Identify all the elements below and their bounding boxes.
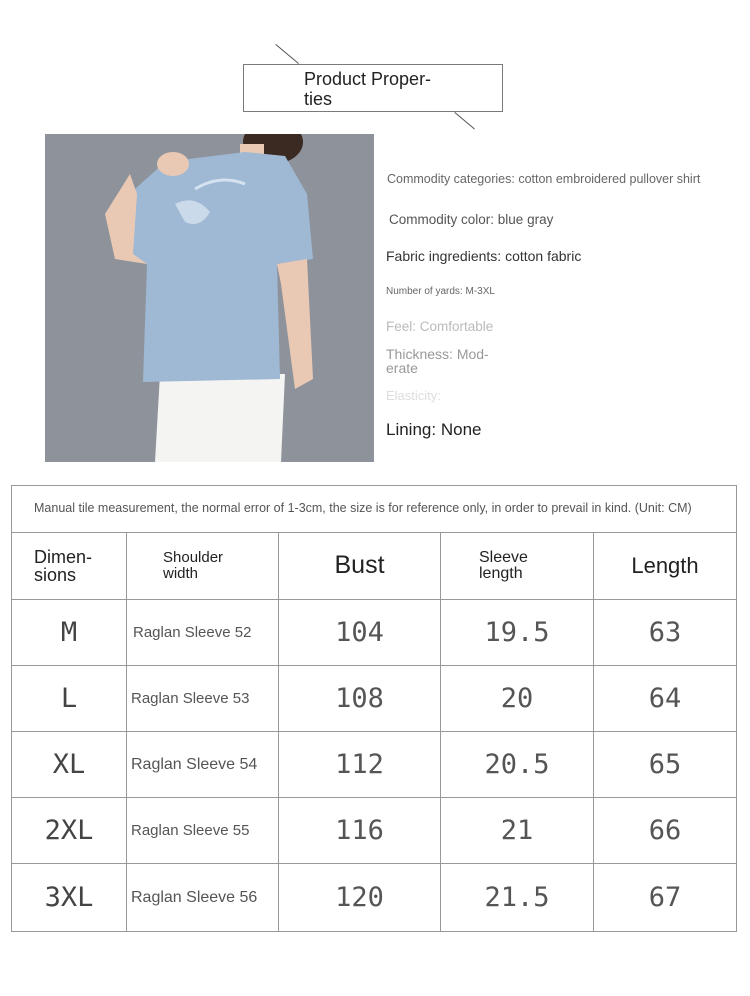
sleeve-value: 21 xyxy=(500,815,534,846)
header-label: Length xyxy=(631,552,699,578)
property-value: cotton fabric xyxy=(505,248,582,264)
header-label: Bust xyxy=(334,551,385,579)
shoulder-value: Raglan Sleeve 53 xyxy=(131,690,250,707)
header-label: Sleeve length xyxy=(479,548,528,582)
header-dimensions xyxy=(12,532,127,600)
row-l-sleeve xyxy=(441,666,594,732)
header-sleeve-length xyxy=(441,532,594,600)
row-xl-sleeve xyxy=(441,732,594,798)
property-label: Commodity color: xyxy=(389,212,495,227)
header-bust xyxy=(279,532,441,600)
property-value: M-3XL xyxy=(465,286,495,297)
row-3xl-size xyxy=(12,864,127,931)
property-label: Elasticity: xyxy=(386,388,441,403)
property-commodity-categories xyxy=(387,172,707,187)
row-l-length xyxy=(594,666,736,732)
size-value: XL xyxy=(52,749,86,780)
row-m-shoulder xyxy=(127,600,279,666)
header-label: Shoulder width xyxy=(163,548,224,582)
bust-value: 108 xyxy=(335,683,384,714)
banner-decor-line-bottom xyxy=(454,112,475,129)
property-label: Fabric ingredients: xyxy=(386,248,502,264)
table-note: Manual tile measurement, the normal error of 1-3cm, the size is for reference only, in order to prevail in kind. (Unit: CM) xyxy=(34,501,692,515)
row-2xl-length xyxy=(594,798,736,864)
property-label: Lining: xyxy=(386,420,437,439)
row-xl-size xyxy=(12,732,127,798)
length-value: 63 xyxy=(648,617,682,648)
row-xl-bust xyxy=(279,732,441,798)
property-fabric-ingredients xyxy=(386,248,581,264)
size-value: 2XL xyxy=(44,815,94,846)
size-table xyxy=(11,485,737,932)
bust-value: 112 xyxy=(335,749,384,780)
shoulder-value: Raglan Sleeve 55 xyxy=(131,822,250,839)
property-value: blue gray xyxy=(497,212,554,227)
title-banner xyxy=(243,64,503,112)
header-label: Dimen-sions xyxy=(34,546,93,585)
length-value: 65 xyxy=(648,749,682,780)
row-m-size xyxy=(12,600,127,666)
size-value: M xyxy=(60,617,78,648)
property-lining xyxy=(386,420,481,440)
property-label: Thickness: xyxy=(386,346,453,362)
property-number-of-yards xyxy=(386,286,495,297)
bust-value: 104 xyxy=(335,617,384,648)
product-photo xyxy=(45,134,374,462)
sleeve-value: 20 xyxy=(500,683,534,714)
property-elasticity xyxy=(386,388,441,403)
row-xl-shoulder xyxy=(127,732,279,798)
shoulder-value: Raglan Sleeve 54 xyxy=(131,755,258,773)
header-shoulder-width xyxy=(127,532,279,600)
row-3xl-length xyxy=(594,864,736,931)
sleeve-value: 21.5 xyxy=(484,882,550,913)
row-3xl-sleeve xyxy=(441,864,594,931)
row-3xl-shoulder xyxy=(127,864,279,931)
property-value: Comfortable xyxy=(419,319,494,334)
property-value: None xyxy=(440,420,482,439)
property-value: cotton embroidered pullover shirt xyxy=(518,172,701,186)
row-2xl-sleeve xyxy=(441,798,594,864)
sleeve-value: 20.5 xyxy=(484,749,550,780)
shoulder-value: Raglan Sleeve 56 xyxy=(131,888,258,906)
property-value: Mod-erate xyxy=(386,346,489,376)
size-value: 3XL xyxy=(44,882,94,913)
length-value: 67 xyxy=(648,882,682,913)
length-value: 66 xyxy=(648,815,682,846)
shoulder-value: Raglan Sleeve 52 xyxy=(133,624,252,641)
bust-value: 116 xyxy=(335,815,384,846)
row-2xl-shoulder xyxy=(127,798,279,864)
row-l-bust xyxy=(279,666,441,732)
row-2xl-bust xyxy=(279,798,441,864)
sleeve-value: 19.5 xyxy=(484,617,550,648)
row-3xl-bust xyxy=(279,864,441,931)
row-l-size xyxy=(12,666,127,732)
row-m-length xyxy=(594,600,736,666)
row-m-sleeve xyxy=(441,600,594,666)
header-length xyxy=(594,532,736,600)
banner-decor-line-top xyxy=(275,44,299,64)
property-thickness xyxy=(386,347,516,375)
page-title: Product Proper-ties xyxy=(304,69,432,109)
property-feel xyxy=(386,319,493,334)
size-value: L xyxy=(60,683,78,714)
property-label: Feel: xyxy=(386,319,417,334)
length-value: 64 xyxy=(648,683,682,714)
property-label: Number of yards: xyxy=(386,286,463,297)
property-label: Commodity categories: xyxy=(387,172,515,186)
row-xl-length xyxy=(594,732,736,798)
row-m-bust xyxy=(279,600,441,666)
row-2xl-size xyxy=(12,798,127,864)
property-commodity-color xyxy=(389,212,553,227)
bust-value: 120 xyxy=(335,882,384,913)
table-note-row xyxy=(12,486,736,533)
row-l-shoulder xyxy=(127,666,279,732)
